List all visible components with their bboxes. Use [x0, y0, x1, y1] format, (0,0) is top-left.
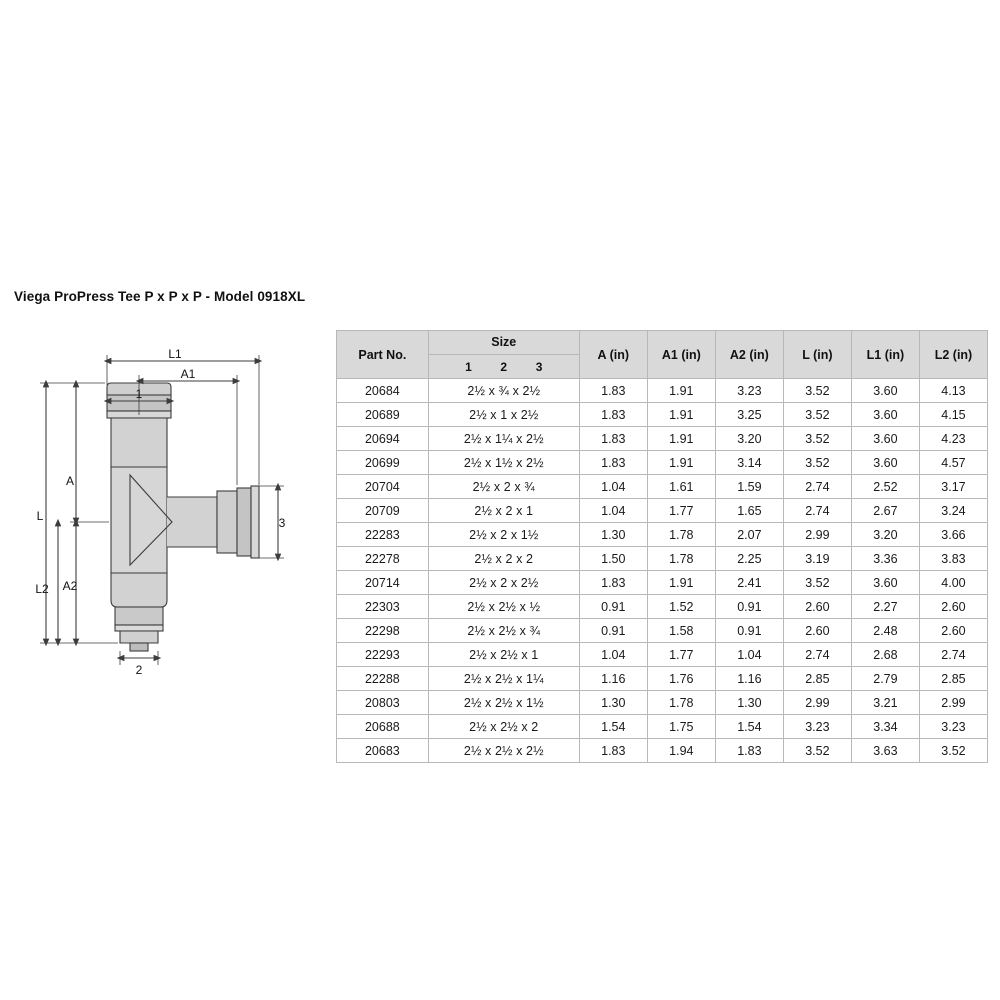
cell-size: 2½ x 2 x 1 [428, 499, 579, 523]
spec-table-wrapper [336, 330, 988, 763]
dim-label-a2: A2 [62, 579, 78, 593]
header-row [337, 331, 988, 355]
cell-a2: 3.20 [715, 427, 783, 451]
cell-a2: 1.54 [715, 715, 783, 739]
cell-l2: 3.17 [919, 475, 987, 499]
cell-size: 2½ x 1 x 2½ [428, 403, 579, 427]
cell-l1: 3.60 [851, 427, 919, 451]
table-row [337, 451, 988, 475]
cell-size: 2½ x 2 x 2 [428, 547, 579, 571]
cell-l1: 3.60 [851, 403, 919, 427]
header-part-no: Part No. [337, 331, 429, 379]
cell-a2: 1.30 [715, 691, 783, 715]
cell-l1: 2.48 [851, 619, 919, 643]
cell-a1: 1.91 [647, 379, 715, 403]
cell-part-no: 20699 [337, 451, 429, 475]
dim-label-3: 3 [278, 516, 286, 530]
cell-part-no: 22288 [337, 667, 429, 691]
cell-l2: 4.57 [919, 451, 987, 475]
dim-label-l: L [36, 509, 44, 523]
dim-label-a: A [65, 474, 75, 488]
cell-a: 1.83 [579, 451, 647, 475]
cell-a: 1.83 [579, 427, 647, 451]
cell-a2: 2.25 [715, 547, 783, 571]
spec-table-head [337, 331, 988, 379]
cell-l1: 3.20 [851, 523, 919, 547]
cell-a: 1.83 [579, 739, 647, 763]
spec-table [336, 330, 988, 763]
cell-l: 2.60 [783, 595, 851, 619]
table-row [337, 523, 988, 547]
header-size-label: Size [491, 335, 517, 349]
cell-l1: 3.36 [851, 547, 919, 571]
table-row [337, 403, 988, 427]
header-a: A (in) [579, 331, 647, 379]
dim-label-l2: L2 [35, 582, 49, 596]
cell-l2: 2.60 [919, 595, 987, 619]
cell-part-no: 22293 [337, 643, 429, 667]
cell-l1: 2.67 [851, 499, 919, 523]
cell-a2: 1.83 [715, 739, 783, 763]
cell-l2: 3.52 [919, 739, 987, 763]
header-size-num-3: 3 [535, 359, 543, 374]
table-row [337, 547, 988, 571]
fitting-body [107, 383, 259, 651]
cell-size: 2½ x 2½ x 1½ [428, 691, 579, 715]
cell-a: 1.04 [579, 499, 647, 523]
header-size [428, 331, 579, 355]
cell-a2: 3.23 [715, 379, 783, 403]
table-row [337, 571, 988, 595]
cell-a: 1.83 [579, 403, 647, 427]
cell-a1: 1.58 [647, 619, 715, 643]
cell-l2: 2.60 [919, 619, 987, 643]
cell-part-no: 20683 [337, 739, 429, 763]
cell-l1: 2.79 [851, 667, 919, 691]
cell-a1: 1.91 [647, 451, 715, 475]
cell-l2: 2.74 [919, 643, 987, 667]
cell-l: 3.23 [783, 715, 851, 739]
header-l2: L2 (in) [919, 331, 987, 379]
cell-a: 1.54 [579, 715, 647, 739]
spec-table-body [337, 379, 988, 763]
header-a1: A1 (in) [647, 331, 715, 379]
page-title: Viega ProPress Tee P x P x P - Model 0918XL [14, 289, 306, 304]
cell-l2: 4.15 [919, 403, 987, 427]
cell-size: 2½ x 2½ x ¾ [428, 619, 579, 643]
cell-l: 3.52 [783, 403, 851, 427]
cell-l2: 3.24 [919, 499, 987, 523]
cell-a: 1.50 [579, 547, 647, 571]
cell-l: 2.74 [783, 475, 851, 499]
cell-l1: 3.63 [851, 739, 919, 763]
cell-l2: 3.83 [919, 547, 987, 571]
cell-l2: 3.23 [919, 715, 987, 739]
cell-a1: 1.78 [647, 523, 715, 547]
cell-l: 2.85 [783, 667, 851, 691]
cell-a2: 1.65 [715, 499, 783, 523]
table-row [337, 691, 988, 715]
cell-part-no: 22283 [337, 523, 429, 547]
cell-a1: 1.91 [647, 403, 715, 427]
cell-part-no: 22278 [337, 547, 429, 571]
cell-l: 2.99 [783, 523, 851, 547]
cell-l: 3.52 [783, 427, 851, 451]
cell-a1: 1.77 [647, 643, 715, 667]
table-row [337, 643, 988, 667]
cell-size: 2½ x 1¼ x 2½ [428, 427, 579, 451]
cell-a2: 2.07 [715, 523, 783, 547]
cell-part-no: 20709 [337, 499, 429, 523]
cell-a2: 1.59 [715, 475, 783, 499]
header-size-numbers [428, 355, 579, 379]
cell-a: 1.83 [579, 571, 647, 595]
table-row [337, 667, 988, 691]
table-row [337, 715, 988, 739]
cell-l: 2.99 [783, 691, 851, 715]
cell-part-no: 22298 [337, 619, 429, 643]
cell-l1: 3.34 [851, 715, 919, 739]
cell-l: 2.60 [783, 619, 851, 643]
cell-l1: 2.68 [851, 643, 919, 667]
cell-part-no: 20694 [337, 427, 429, 451]
cell-l: 3.52 [783, 739, 851, 763]
cell-l: 3.52 [783, 451, 851, 475]
dim-label-2: 2 [135, 663, 143, 677]
cell-a: 1.30 [579, 523, 647, 547]
fitting-drawing [12, 325, 312, 677]
dim-label-1: 1 [135, 387, 143, 401]
cell-l1: 2.27 [851, 595, 919, 619]
cell-a: 0.91 [579, 619, 647, 643]
cell-part-no: 22303 [337, 595, 429, 619]
header-a2: A2 (in) [715, 331, 783, 379]
cell-part-no: 20684 [337, 379, 429, 403]
cell-a2: 3.25 [715, 403, 783, 427]
cell-size: 2½ x 2 x 1½ [428, 523, 579, 547]
cell-a1: 1.77 [647, 499, 715, 523]
header-size-num-1: 1 [465, 359, 472, 374]
cell-l1: 3.60 [851, 379, 919, 403]
cell-a1: 1.76 [647, 667, 715, 691]
cell-size: 2½ x 2½ x 2½ [428, 739, 579, 763]
dim-label-a1: A1 [180, 367, 196, 381]
cell-a1: 1.91 [647, 427, 715, 451]
cell-a2: 1.16 [715, 667, 783, 691]
cell-l1: 2.52 [851, 475, 919, 499]
cell-a1: 1.52 [647, 595, 715, 619]
table-row [337, 475, 988, 499]
cell-a1: 1.61 [647, 475, 715, 499]
table-row [337, 427, 988, 451]
cell-part-no: 20688 [337, 715, 429, 739]
cell-size: 2½ x 1½ x 2½ [428, 451, 579, 475]
cell-a2: 1.04 [715, 643, 783, 667]
cell-a: 1.83 [579, 379, 647, 403]
cell-l1: 3.21 [851, 691, 919, 715]
cell-l: 2.74 [783, 499, 851, 523]
cell-a: 0.91 [579, 595, 647, 619]
cell-l: 3.52 [783, 571, 851, 595]
cell-a: 1.30 [579, 691, 647, 715]
cell-a1: 1.94 [647, 739, 715, 763]
cell-a1: 1.78 [647, 691, 715, 715]
cell-a1: 1.78 [647, 547, 715, 571]
header-l1: L1 (in) [851, 331, 919, 379]
header-size-num-2: 2 [500, 359, 508, 374]
cell-size: 2½ x 2½ x 1¼ [428, 667, 579, 691]
cell-part-no: 20704 [337, 475, 429, 499]
cell-l: 3.52 [783, 379, 851, 403]
cell-size: 2½ x 2½ x ½ [428, 595, 579, 619]
cell-l2: 4.13 [919, 379, 987, 403]
cell-l2: 4.23 [919, 427, 987, 451]
cell-a1: 1.91 [647, 571, 715, 595]
cell-l2: 4.00 [919, 571, 987, 595]
cell-l2: 2.85 [919, 667, 987, 691]
table-row [337, 739, 988, 763]
cell-l: 2.74 [783, 643, 851, 667]
cell-a: 1.04 [579, 475, 647, 499]
cell-a2: 3.14 [715, 451, 783, 475]
header-l: L (in) [783, 331, 851, 379]
cell-l1: 3.60 [851, 451, 919, 475]
table-row [337, 499, 988, 523]
table-row [337, 595, 988, 619]
cell-a2: 0.91 [715, 595, 783, 619]
cell-l1: 3.60 [851, 571, 919, 595]
dim-label-l1: L1 [168, 347, 182, 361]
cell-size: 2½ x 2½ x 2 [428, 715, 579, 739]
cell-a2: 0.91 [715, 619, 783, 643]
cell-l2: 2.99 [919, 691, 987, 715]
table-row [337, 379, 988, 403]
table-row [337, 619, 988, 643]
cell-part-no: 20714 [337, 571, 429, 595]
cell-a: 1.04 [579, 643, 647, 667]
cell-a: 1.16 [579, 667, 647, 691]
cell-part-no: 20689 [337, 403, 429, 427]
cell-size: 2½ x 2 x ¾ [428, 475, 579, 499]
cell-a1: 1.75 [647, 715, 715, 739]
cell-size: 2½ x ¾ x 2½ [428, 379, 579, 403]
cell-l2: 3.66 [919, 523, 987, 547]
cell-size: 2½ x 2½ x 1 [428, 643, 579, 667]
cell-part-no: 20803 [337, 691, 429, 715]
cell-a2: 2.41 [715, 571, 783, 595]
cell-size: 2½ x 2 x 2½ [428, 571, 579, 595]
cell-l: 3.19 [783, 547, 851, 571]
